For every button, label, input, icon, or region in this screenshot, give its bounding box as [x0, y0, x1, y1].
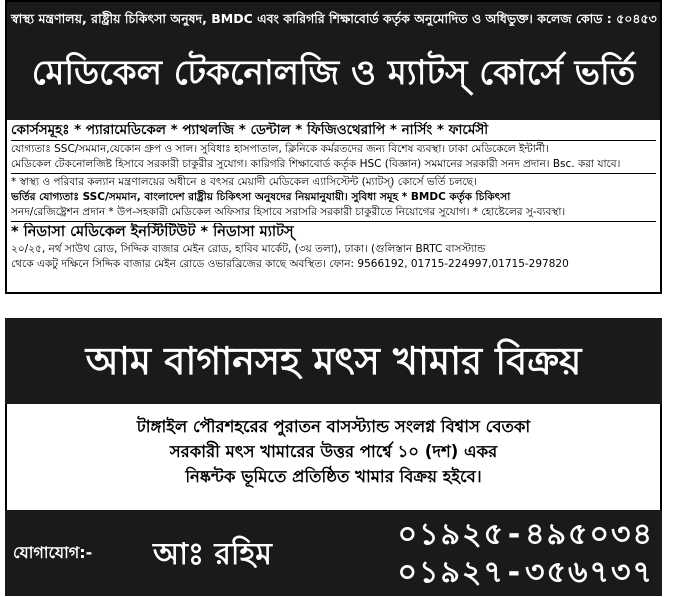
address-line-2: থেকে একটু দক্ষিনে সিদ্দিক বাজার মেইন রোডে ওভারব্রিজের কাছে অবস্থিত। ফোন: 9566192, 01715-224997,01715-297820	[11, 258, 569, 270]
benefits-line: মেডিকেল টেকনোলজিষ্ট হিসাবে সরকারী চাকুরীর সুযোগ। কারিগরি শিক্ষাবোর্ড কর্তৃক HSC (বিজ্ঞান) সমমানের সরকারী সনদ প্রদান। Bsc. করা যাবে।	[11, 158, 621, 170]
mats-course-line: * স্বাস্থ্য ও পরিবার কল্যান মন্ত্রণালয়ের অধীনে ৪ বৎসর মেয়াদী মেডিকেল এ্যাসিস্টেন্ট (ম্যাটস্) কোর্সে ভর্তি চলছে।	[11, 176, 477, 188]
mats-eligibility-line: ভর্তির যোগ্যতাঃ SSC/সমমান, বাংলাদেশ রাষ্ট্রীয় চিকিৎসা অনুষদের নিয়মানুযায়ী। সুবিধা সমূহ * BMDC কর্তৃক চিকিৎসা	[11, 191, 511, 203]
body-line-1: টাঙ্গাইল পৌরশহরের পুরাতন বাসস্ট্যান্ড সংলগ্ন বিশ্বাস বেতকা	[136, 417, 531, 436]
contact-name: আঃ রহিম	[153, 537, 272, 572]
ad2-headline: আম বাগানসহ মৎস খামার বিক্রয়	[5, 318, 662, 404]
phone-1: ০১৯২৫-৪৯৫০৩৪	[397, 517, 654, 552]
divider	[11, 173, 656, 174]
phone-numbers	[397, 516, 654, 592]
institute-name: * নিডাসা মেডিকেল ইনস্টিটিউট * নিডাসা ম্যাটস্	[11, 224, 294, 240]
fish-farm-sale-ad	[5, 318, 662, 596]
accreditation-line: স্বাস্থ্য মন্ত্রণালয়, রাষ্ট্রীয় চিকিৎসা অনুষদ, BMDC এবং কারিগরি শিক্ষাবোর্ড কর্তৃক অনুমোদিত ও অধিভুক্ত। কলেজ কোড : ৫০৪৫৩	[7, 2, 660, 26]
medical-admission-ad	[5, 0, 662, 294]
divider	[11, 221, 656, 222]
ad2-body	[5, 404, 662, 510]
course-list: কোর্সসমূহঃ * প্যারামেডিকেল * প্যাথলজি * ডেন্টাল * ফিজিওথেরাপি * নার্সিং * ফার্মেসী	[11, 122, 489, 138]
contact-label: যোগাযোগ:-	[13, 543, 93, 562]
ad1-body	[7, 120, 660, 274]
address-line-1: ২০/২৫, নর্থ সাউথ রোড, সিদ্দিক বাজার মেইন রোড, হাবিব মার্কেট, (৩য় তলা), ঢাকা। (গুলিস্তান BRTC বাসস্ট্যান্ড	[11, 243, 486, 255]
eligibility-line: যোগ্যতাঃ SSC/সমমান,যেকোন গ্রুপ ও সাল। সুবিধাঃ হাসপাতাল, ক্লিনিকে কর্মরতদের জন্য বিশেষ ব্যবস্থা। ঢাকা মেডিকেলে ইন্টার্নী।	[11, 143, 549, 155]
contact-bar	[5, 510, 662, 596]
phone-2: ০১৯২৭-৩৫৬৭৩৭	[397, 555, 654, 590]
body-line-3: নিষ্কন্টক ভূমিতে প্রতিষ্ঠিত খামার বিক্রয় হইবে।	[185, 467, 482, 486]
mats-benefits-line: সনদ/রেজিষ্ট্রেশন প্রদান * উপ-সহকারী মেডিকেল অফিসার হিসাবে সরাসরি সরকারী চাকুরীতে নিয়োগের সুযোগ। * হোষ্টেলের সু-ব্যবস্থা।	[11, 206, 566, 218]
ad1-headline: মেডিকেল টেকনোলজি ও ম্যাটস্ কোর্সে ভর্তি	[7, 26, 660, 120]
body-line-2: সরকারী মৎস খামারের উত্তর পার্শ্বে ১০ (দশ) একর	[169, 442, 498, 461]
divider	[11, 140, 656, 141]
